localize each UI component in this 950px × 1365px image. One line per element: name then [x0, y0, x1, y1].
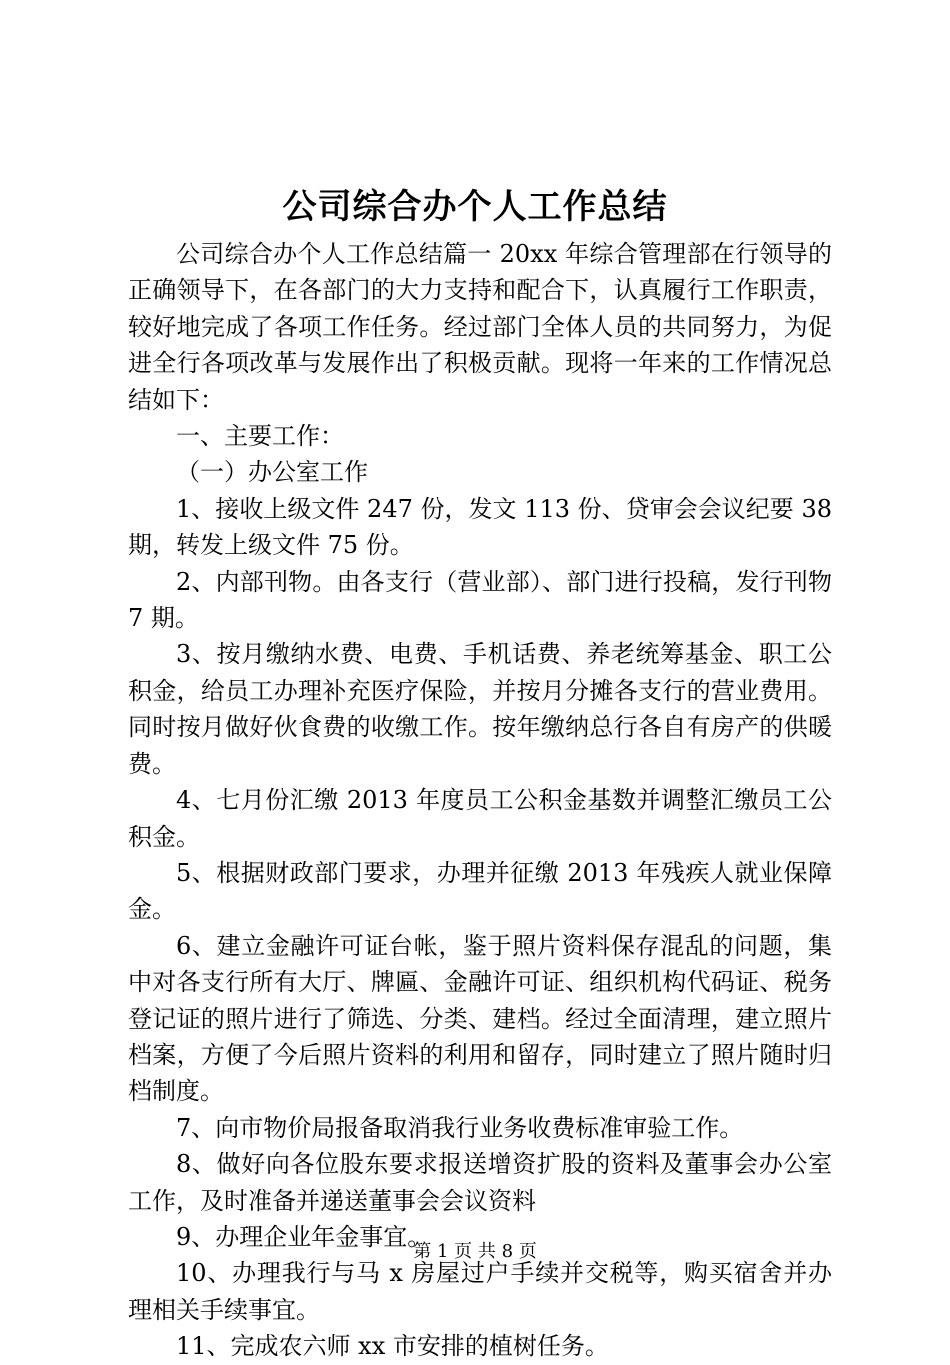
list-item: 3、按月缴纳水费、电费、手机话费、养老统筹基金、职工公积金，给员工办理补充医疗保险，并按月分摊各支行的营业费用。同时按月做好伙食费的收缴工作。按年缴纳总行各自有房产的供暖费。 [128, 640, 832, 778]
list-item: 5、根据财政部门要求，办理并征缴 2013 年残疾人就业保障金。 [128, 858, 832, 924]
document-body [128, 236, 832, 1365]
list-item: 8、做好向各位股东要求报送增资扩股的资料及董事会办公室工作，及时准备并递送董事会会议资料 [128, 1150, 832, 1215]
list-item: 10、办理我行与马 x 房屋过户手续并交税等，购买宿舍并办理相关手续事宜。 [128, 1259, 832, 1324]
list-item: 1、接收上级文件 247 份，发文 113 份、贷审会会议纪要 38 期，转发上级文件 75 份。 [128, 494, 832, 560]
list-item: 6、建立金融许可证台帐，鉴于照片资料保存混乱的问题，集中对各支行所有大厅、牌匾、金融许可证、组织机构代码证、税务登记证的照片进行了筛选、分类、建档。经过全面清理，建立照片档案，方便了今后照片资料的利用和留存，同时建立了照片随时归档制度。 [128, 931, 832, 1106]
subsection-heading: （一）办公室工作 [176, 458, 368, 487]
section-heading: 一、主要工作： [176, 422, 344, 451]
list-item: 11、完成农六师 xx 市安排的植树任务。 [176, 1332, 609, 1361]
list-item: 7、向市物价局报备取消我行业务收费标准审验工作。 [176, 1113, 744, 1142]
document-title: 公司综合办个人工作总结 [282, 187, 668, 227]
list-item: 4、七月份汇缴 2013 年度员工公积金基数并调整汇缴员工公积金。 [128, 786, 832, 851]
list-item: 2、内部刊物。由各支行（营业部）、部门进行投稿，发行刊物 7 期。 [128, 567, 832, 633]
list-item: 9、办理企业年金事宜。 [176, 1222, 432, 1251]
page-footer: 第 1 页 共 8 页 [413, 1241, 537, 1262]
paragraph-intro: 公司综合办个人工作总结篇一 20xx 年综合管理部在行领导的正确领导下，在各部门的大力支持和配合下，认真履行工作职责，较好地完成了各项工作任务。经过部门全体人员的共同努力，为促进全行各项改革与发展作出了积极贡献。现将一年来的工作情况总结如下： [128, 240, 832, 414]
